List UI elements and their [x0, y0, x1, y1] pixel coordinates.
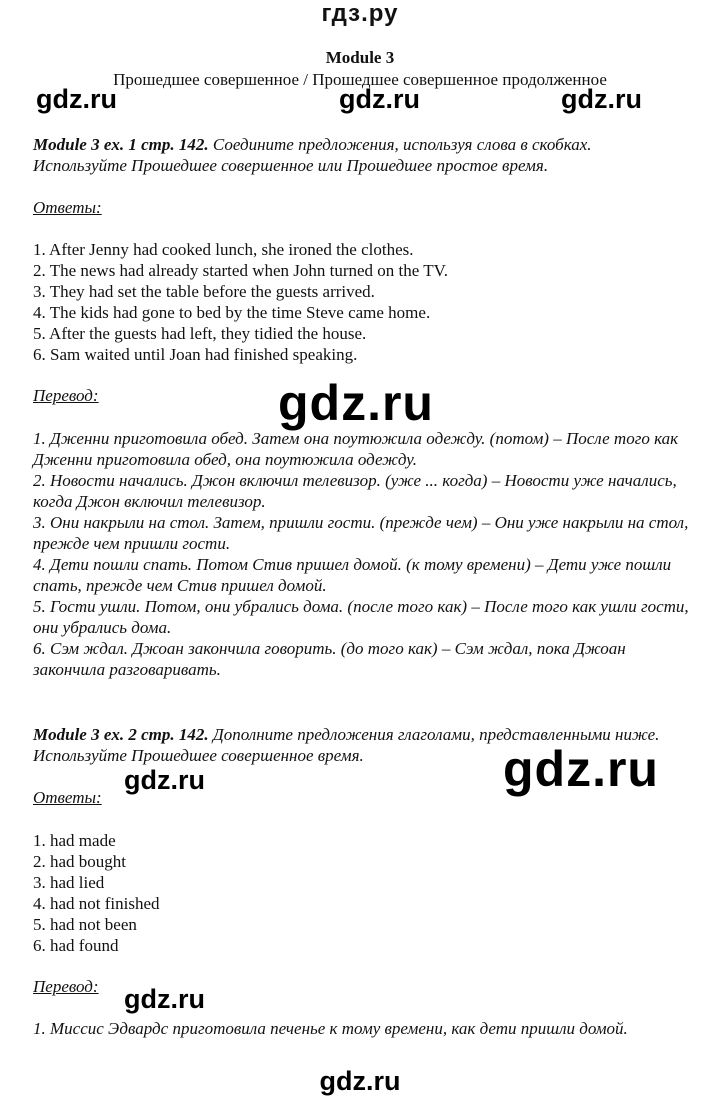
list-item: 3. They had set the table before the guests arrived.: [33, 282, 375, 301]
list-item: 5. After the guests had left, they tidied the house.: [33, 324, 367, 343]
list-item: 2. had bought: [33, 852, 127, 871]
module-title: Module 3: [325, 48, 395, 67]
list-item: 4. Дети пошли спать. Потом Стив пришел домой. (к тому времени) – Дети уже пошли спать, прежде чем Стив пришел домой.: [33, 555, 672, 595]
list-item: 5. Гости ушли. Потом, они убрались дома. (после того как) – После того как ушли гости, они убрались дома.: [33, 597, 689, 637]
footer-watermark: gdz.ru: [319, 1066, 401, 1096]
list-item: 5. had not been: [33, 915, 137, 934]
list-item: 1. Миссис Эдвардс приготовила печенье к тому времени, как дети пришли домой.: [33, 1019, 628, 1038]
answers-heading: Ответы:: [33, 198, 102, 217]
watermark-logo: gdz.ru: [339, 84, 420, 114]
list-item: 1. After Jenny had cooked lunch, she ironed the clothes.: [33, 240, 414, 259]
list-item: 6. had found: [33, 936, 119, 955]
watermark-logo: gdz.ru: [36, 84, 117, 114]
watermark-logo: gdz.ru: [503, 741, 659, 797]
translations-list: [33, 428, 693, 680]
translation-heading: Перевод:: [33, 977, 99, 996]
list-item: 3. Они накрыли на стол. Затем, пришли гости. (прежде чем) – Они уже накрыли на стол, прежде чем пришли гости.: [33, 513, 689, 553]
task-text: Дополните предложения глаголами, представленными ниже.: [208, 725, 660, 744]
exercise-ref: Module 3 ex. 2 стр. 142.: [33, 725, 209, 744]
list-item: 1. Дженни приготовила обед. Затем она поутюжила одежду. (потом) – После того как Дженни приготовила обед, она поутюжила одежду.: [33, 429, 679, 469]
watermark-logo: gdz.ru: [124, 765, 205, 795]
subtitle: Прошедшее совершенное / Прошедшее совершенное продолженное: [113, 70, 607, 89]
translation-heading: Перевод:: [33, 386, 99, 405]
answers-heading: Ответы:: [33, 788, 102, 807]
answers-list: [33, 830, 160, 956]
list-item: 2. Новости начались. Джон включил телевизор. (уже ... когда) – Новости уже начались, когда Джон включил телевизор.: [33, 471, 677, 511]
task-text: Используйте Прошедшее совершенное или Прошедшее простое время.: [33, 156, 549, 175]
list-item: 2. The news had already started when John turned on the TV.: [33, 261, 448, 280]
exercise-ref: Module 3 ex. 1 стр. 142.: [33, 135, 209, 154]
task-text: Используйте Прошедшее совершенное время.: [33, 746, 364, 765]
list-item: 3. had lied: [33, 873, 105, 892]
site-header: гдз.ру: [321, 0, 399, 27]
list-item: 1. had made: [33, 831, 116, 850]
list-item: 4. The kids had gone to bed by the time Steve came home.: [33, 303, 431, 322]
list-item: 4. had not finished: [33, 894, 160, 913]
task-text: Соедините предложения, используя слова в скобках.: [208, 135, 592, 154]
answers-list: [33, 239, 448, 365]
translations-list: [33, 1018, 693, 1039]
list-item: 6. Sam waited until Joan had finished speaking.: [33, 345, 358, 364]
list-item: 6. Сэм ждал. Джоан закончила говорить. (до того как) – Сэм ждал, пока Джоан закончила разговаривать.: [33, 639, 626, 679]
exercise-1-task: [33, 134, 592, 176]
watermark-logo: gdz.ru: [278, 375, 434, 431]
watermark-logo: gdz.ru: [124, 984, 205, 1014]
watermark-logo: gdz.ru: [561, 84, 642, 114]
